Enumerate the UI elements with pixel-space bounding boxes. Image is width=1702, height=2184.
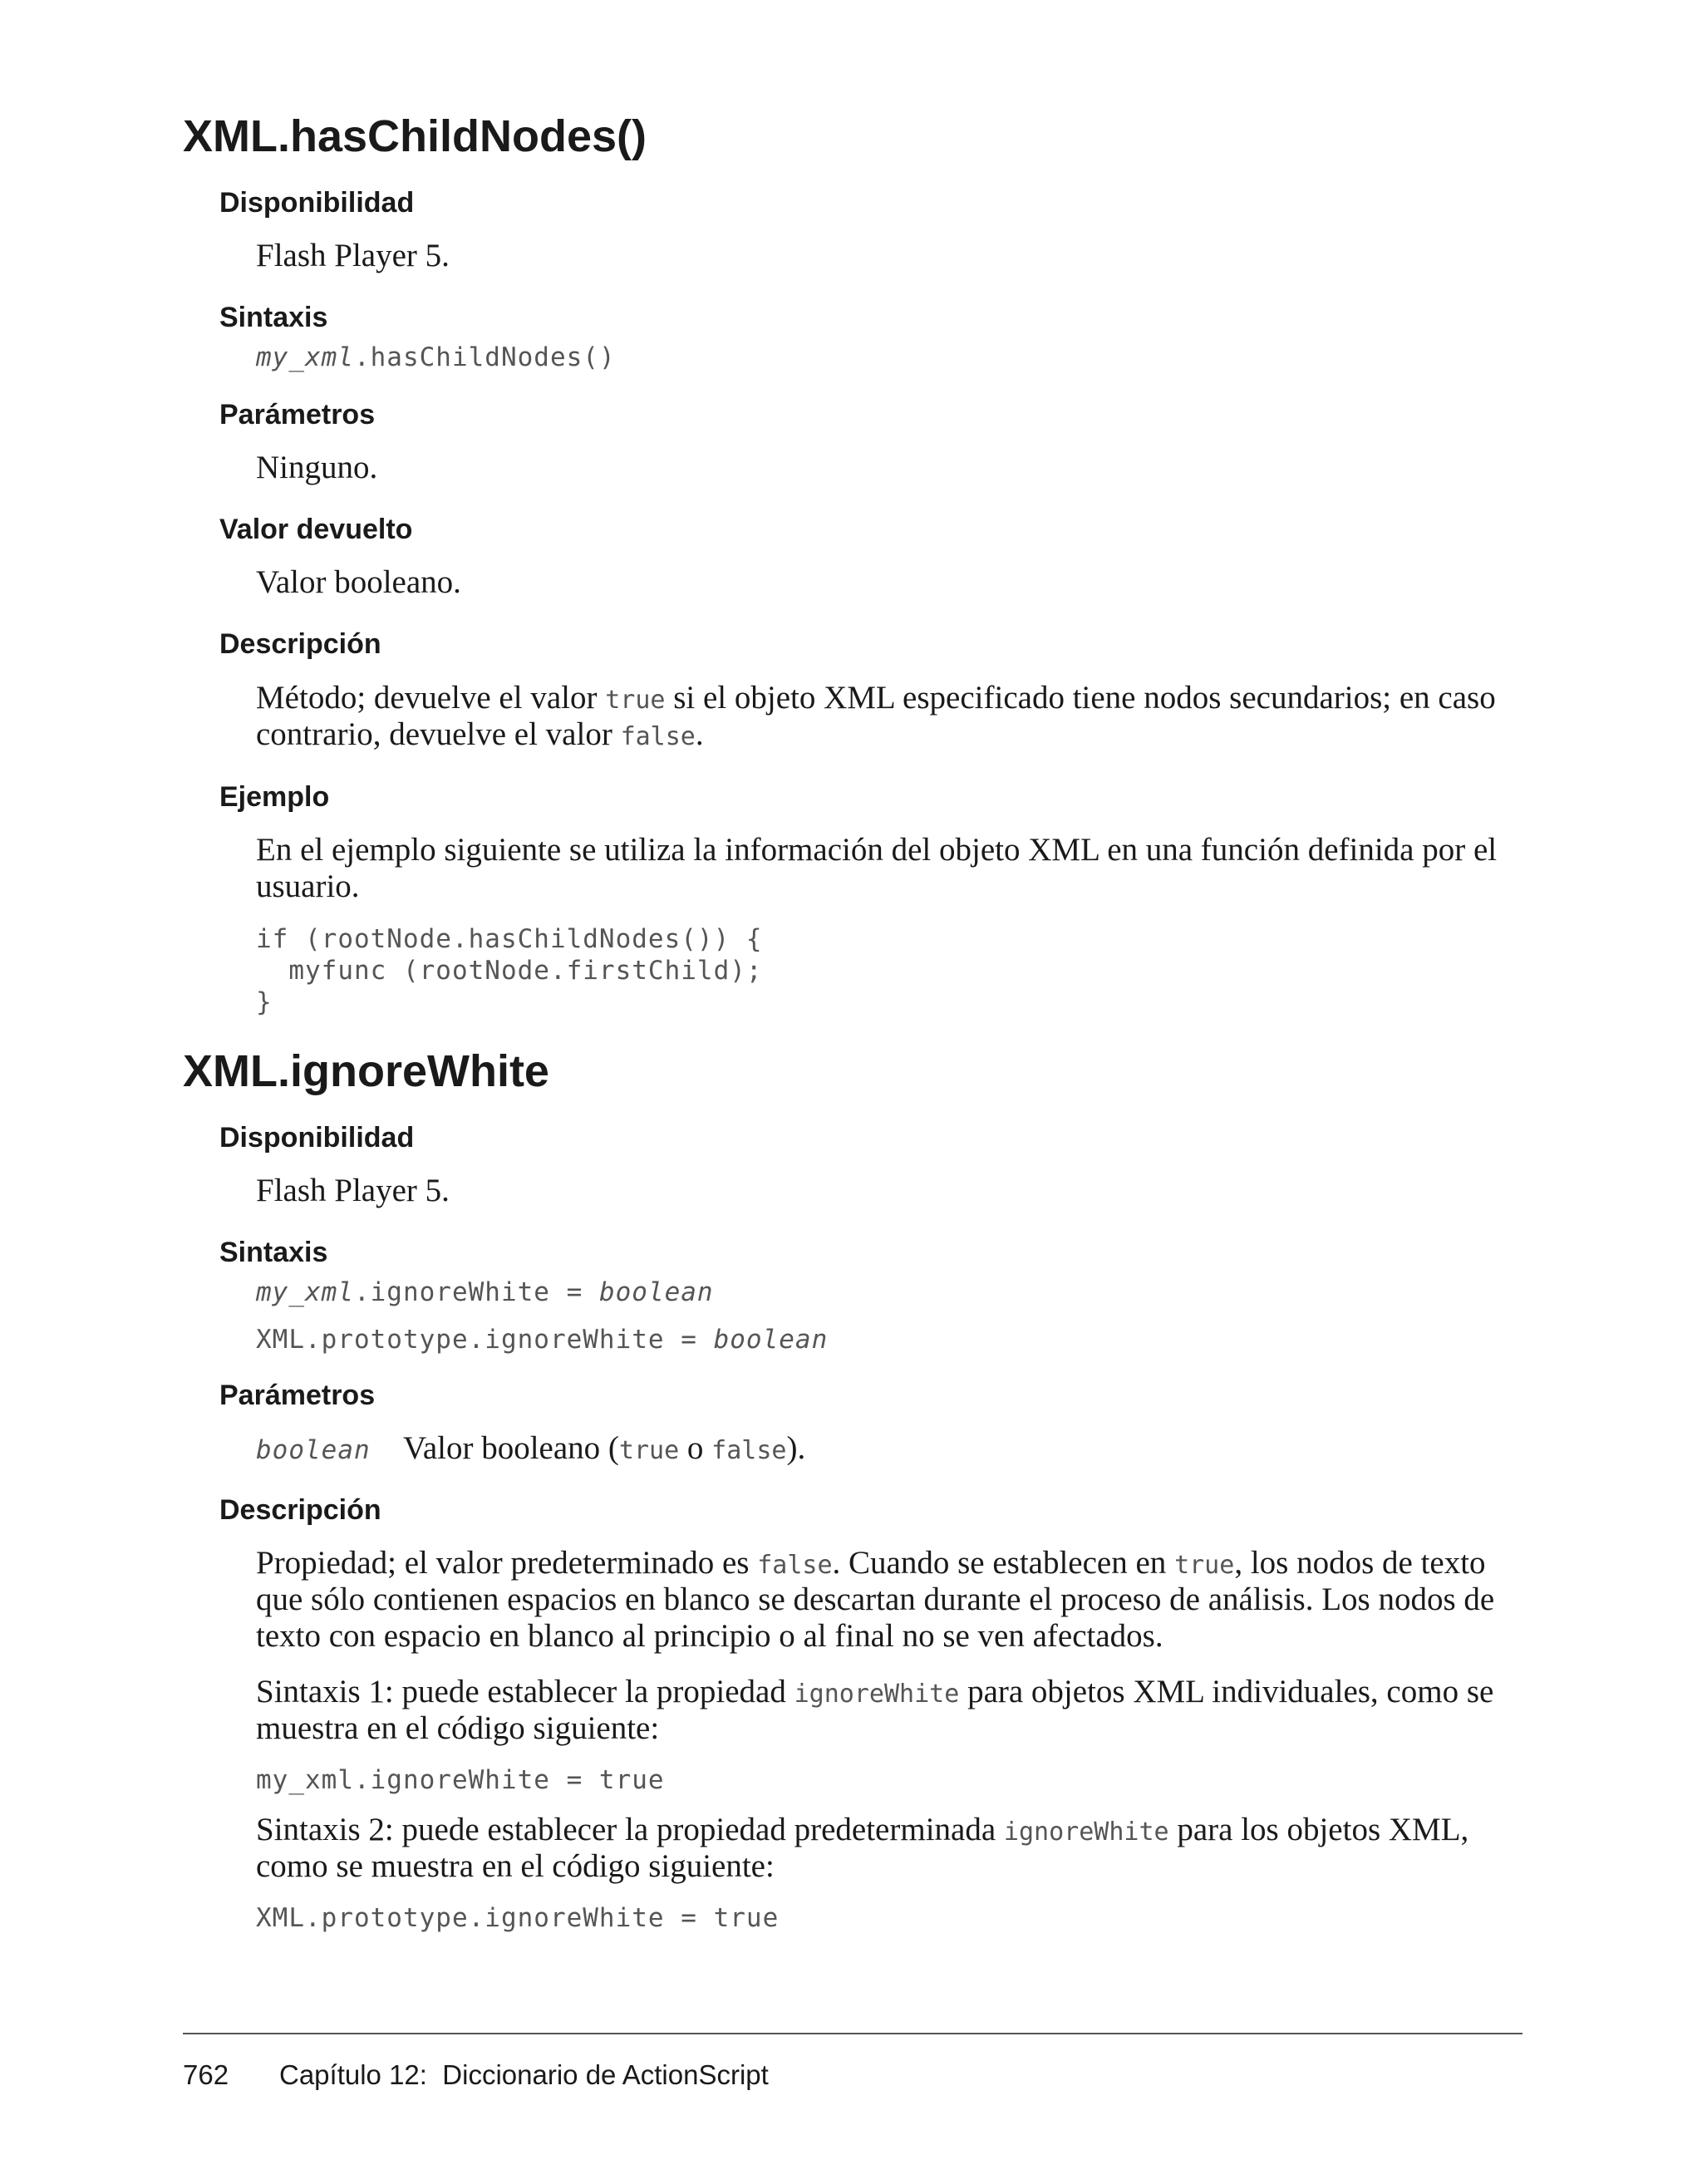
parameter-name: boolean [256, 1435, 371, 1465]
parameters-heading: Parámetros [219, 1380, 376, 1411]
section-title-haschildnodes: XML.hasChildNodes() [183, 111, 647, 161]
syntax2-code: XML.prototype.ignoreWhite = true [256, 1903, 780, 1933]
syntax2-line-2: como se muestra en el código siguiente: [256, 1848, 775, 1884]
availability-heading: Disponibilidad [219, 1122, 415, 1153]
syntax-method: .hasChildNodes() [353, 342, 616, 372]
description-heading: Descripción [219, 1494, 381, 1526]
syntax1-code: my_xml.ignoreWhite = true [256, 1765, 665, 1795]
inline-code: false [620, 722, 696, 751]
description-line-1: Método; devuelve el valor true si el objeto XML especificado tiene nodos secundarios; en caso [256, 680, 1496, 716]
description-heading: Descripción [219, 628, 381, 660]
syntax-code-1: my_xml.ignoreWhite = boolean [256, 1277, 714, 1307]
code-line-2: myfunc (rootNode.firstChild); [256, 956, 763, 986]
availability-text: Flash Player 5. [256, 1173, 450, 1208]
page-number: 762 [183, 2059, 229, 2090]
example-heading: Ejemplo [219, 781, 330, 813]
return-text: Valor booleano. [256, 564, 461, 600]
return-heading: Valor devuelto [219, 514, 413, 545]
syntax-code [256, 342, 616, 372]
example-text-line-2: usuario. [256, 868, 360, 904]
parameters-text: Ninguno. [256, 450, 378, 485]
syntax-heading: Sintaxis [219, 302, 328, 333]
description-line-2: que sólo contienen espacios en blanco se descartan durante el proceso de análisis. Los nodos de [256, 1581, 1495, 1617]
parameter-description: Valor booleano (true o false). [403, 1430, 806, 1466]
description-line-2: contrario, devuelve el valor false. [256, 716, 704, 752]
footer-divider [183, 2033, 1522, 2034]
example-text-line-1: En el ejemplo siguiente se utiliza la información del objeto XML en una función definida por el [256, 832, 1498, 868]
syntax-heading: Sintaxis [219, 1237, 328, 1268]
syntax1-line-1: Sintaxis 1: puede establecer la propiedad ignoreWhite para objetos XML individuales, como se [256, 1674, 1494, 1709]
chapter-title: Capítulo 12: Diccionario de ActionScript [279, 2059, 769, 2090]
section-title-ignorewhite: XML.ignoreWhite [183, 1046, 549, 1096]
syntax-object: my_xml [256, 342, 354, 372]
description-line-1: Propiedad; el valor predeterminado es false. Cuando se establecen en true, los nodos de texto [256, 1545, 1486, 1581]
syntax-code-2: XML.prototype.ignoreWhite = boolean [256, 1325, 829, 1355]
code-line-3: } [256, 987, 273, 1017]
parameters-heading: Parámetros [219, 399, 376, 430]
availability-heading: Disponibilidad [219, 187, 415, 219]
code-line-1: if (rootNode.hasChildNodes()) { [256, 924, 763, 954]
syntax1-line-2: muestra en el código siguiente: [256, 1710, 660, 1746]
availability-text: Flash Player 5. [256, 238, 450, 273]
description-line-3: texto con espacio en blanco al principio o al final no se ven afectados. [256, 1618, 1163, 1654]
syntax2-line-1: Sintaxis 2: puede establecer la propiedad predeterminada ignoreWhite para los objetos XML, [256, 1812, 1469, 1847]
inline-code: true [605, 686, 666, 715]
